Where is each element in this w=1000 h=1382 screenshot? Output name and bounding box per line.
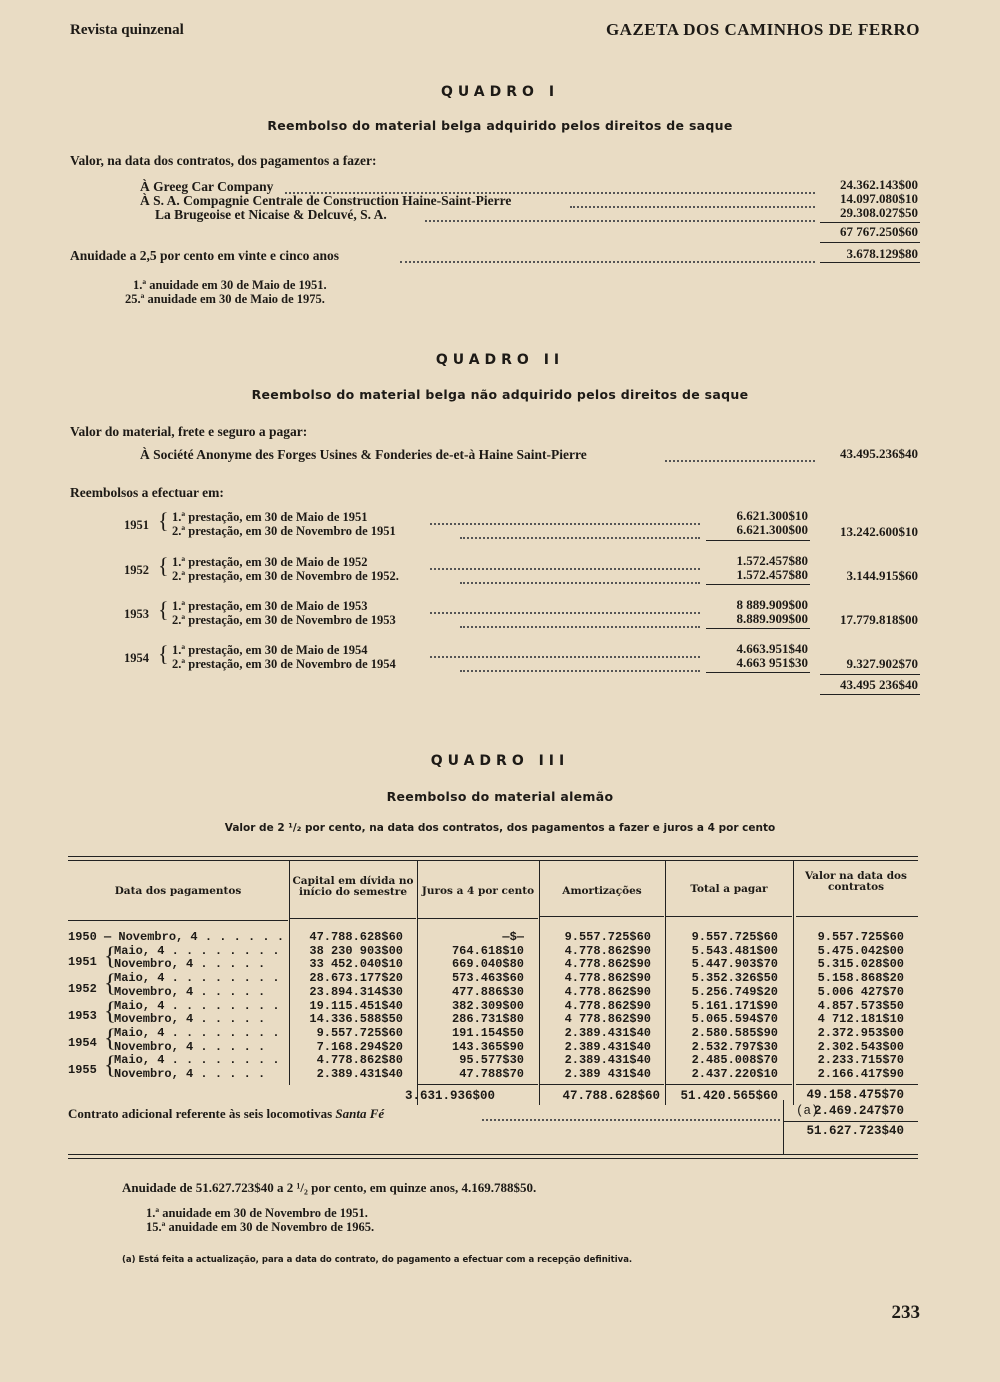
footnote: (a) Está feita a actualização, para a data do contrato, do pagamento a efectuar com a recepção definitiva. bbox=[122, 1255, 633, 1265]
leader-dots bbox=[460, 670, 700, 672]
q2-year: 1951 bbox=[124, 518, 149, 532]
year-group-label: 1955 bbox=[68, 1063, 97, 1077]
cell-capital: 38 230 903$00 bbox=[309, 943, 403, 958]
cell-valor: 5.315.028$00 bbox=[817, 957, 904, 972]
column-divider bbox=[289, 860, 290, 1085]
q1-item-label: La Brugeoise et Nicaise & Delcuvé, S. A. bbox=[155, 207, 387, 222]
cell-capital: 7.168.294$20 bbox=[316, 1039, 403, 1054]
row-date: Maio, 4 . . . . . . . . bbox=[114, 1025, 280, 1040]
cell-valor: 2.302.543$00 bbox=[817, 1039, 904, 1054]
q3-annuity: Anuidade de 51.627.723$40 a 2 ¹/₂ por cento, em quinze anos, 4.169.788$50. bbox=[122, 1180, 537, 1195]
row-date: Movembro, 4 . . . . . bbox=[114, 1012, 266, 1027]
cell-juros: 143.365$90 bbox=[451, 1039, 524, 1054]
year-group-label: 1953 bbox=[68, 1009, 97, 1023]
q1-total: 67 767.250$60 bbox=[840, 224, 918, 239]
table-top-rule bbox=[68, 856, 918, 857]
sum-rule bbox=[820, 242, 920, 243]
header-underline bbox=[68, 920, 288, 921]
col-header-valor: Valor na data dos contratos bbox=[805, 870, 907, 893]
year-group-label: 1952 bbox=[68, 982, 97, 996]
sum-rule bbox=[784, 1121, 918, 1122]
q2-installment-value: 8 889.909$00 bbox=[736, 597, 808, 612]
row-date: Novembro, 4 . . . . . bbox=[114, 1067, 266, 1081]
column-divider bbox=[783, 1100, 784, 1155]
sum-rule bbox=[666, 1084, 792, 1085]
cell-amort: 2.389.431$40 bbox=[564, 1025, 651, 1040]
brace: { bbox=[104, 1052, 116, 1080]
cell-total: 2.532.797$30 bbox=[691, 1039, 778, 1054]
cell-valor: 5.158.868$20 bbox=[817, 971, 904, 986]
row-date: Novembro, 4 . . . . . bbox=[114, 1039, 266, 1054]
sum-rule bbox=[706, 672, 810, 673]
total-pagar: 51.420.565$60 bbox=[680, 1089, 778, 1103]
sum-rule bbox=[820, 694, 920, 695]
q2-installment-value: 4.663.951$40 bbox=[736, 641, 808, 656]
brace: { bbox=[104, 1024, 116, 1052]
cell-capital: 19.115.451$40 bbox=[309, 998, 403, 1013]
q2-grand-total: 43.495 236$40 bbox=[840, 677, 918, 692]
leader-dots bbox=[482, 1119, 780, 1121]
q2-year: 1953 bbox=[124, 607, 149, 621]
column-divider bbox=[417, 860, 418, 1105]
q2-installment-value: 6.621.300$10 bbox=[736, 508, 808, 523]
q2-reimb-label: Reembolsos a efectuar em: bbox=[70, 485, 224, 500]
cell-capital: 28.673.177$20 bbox=[309, 971, 403, 986]
cell-total: 5.065.594$70 bbox=[691, 1012, 778, 1027]
row-date: Maio, 4 . . . . . . . . bbox=[114, 998, 280, 1013]
cell-total: 5.161.171$90 bbox=[691, 998, 778, 1013]
q2-year-total: 13.242.600$10 bbox=[840, 524, 918, 539]
cell-total: 2.485.008$70 bbox=[691, 1053, 778, 1068]
leader-dots bbox=[570, 206, 815, 208]
cell-amort: 4.778.862$90 bbox=[564, 957, 651, 972]
q2-installment: 2.ª prestação, em 30 de Novembro de 1952. bbox=[172, 569, 399, 583]
header-underline bbox=[540, 916, 664, 917]
total-amort: 47.788.628$60 bbox=[562, 1089, 660, 1103]
cell-capital: 47.788.628$60 bbox=[309, 930, 403, 944]
q1-item-value: 24.362.143$00 bbox=[840, 177, 918, 192]
sum-rule bbox=[820, 222, 920, 223]
cell-amort: 4.778.862$90 bbox=[564, 998, 651, 1013]
sum-rule bbox=[540, 1084, 664, 1085]
brace: { bbox=[158, 553, 169, 578]
cell-valor: 2.166.417$90 bbox=[817, 1067, 904, 1081]
cell-total: 5.256.749$20 bbox=[691, 984, 778, 999]
table-bottom-rule bbox=[68, 1154, 918, 1155]
sum-rule bbox=[820, 262, 920, 263]
q2-installment-value: 1.572.457$80 bbox=[736, 567, 808, 582]
cell-valor: 4 712.181$10 bbox=[817, 1012, 904, 1027]
cell-valor: 9.557.725$60 bbox=[817, 930, 904, 944]
cell-juros: 286.731$80 bbox=[451, 1012, 524, 1027]
q2-year: 1954 bbox=[124, 651, 149, 665]
cell-valor: 4.857.573$50 bbox=[817, 998, 904, 1013]
brace: { bbox=[104, 997, 116, 1025]
cell-capital: 4.778.862$80 bbox=[316, 1053, 403, 1068]
table-top-rule bbox=[68, 860, 918, 861]
q1-item-label: À Greeg Car Company bbox=[140, 179, 274, 194]
cell-capital: 23.894.314$30 bbox=[309, 984, 403, 999]
q2-year: 1952 bbox=[124, 563, 149, 577]
quadro-1-title: QUADRO I bbox=[440, 84, 560, 100]
q2-installment: 1.ª prestação, em 30 de Maio de 1952 bbox=[172, 555, 368, 569]
cell-total: 5.447.903$70 bbox=[691, 957, 778, 972]
brace: { bbox=[158, 597, 169, 622]
column-divider bbox=[793, 860, 794, 1105]
header-underline bbox=[290, 918, 416, 919]
leader-dots bbox=[430, 523, 700, 525]
header-underline bbox=[418, 918, 538, 919]
quadro-1-subtitle: Reembolso do material belga adquirido pelos direitos de saque bbox=[267, 118, 733, 133]
q1-note: 1.ª anuidade em 30 de Maio de 1951. bbox=[133, 278, 327, 292]
quadro-2-intro: Valor do material, frete e seguro a pagar: bbox=[70, 424, 308, 439]
quadro-2-subtitle: Reembolso do material belga não adquirido pelos direitos de saque bbox=[251, 387, 749, 402]
q1-note: 25.ª anuidade em 30 de Maio de 1975. bbox=[125, 292, 325, 306]
additional-contract-label: Contrato adicional referente às seis locomotivas Santa Fé bbox=[68, 1106, 385, 1121]
q2-year-total: 9.327.902$70 bbox=[846, 656, 918, 671]
cell-amort: 4.778.862$90 bbox=[564, 984, 651, 999]
cell-valor: 2.372.953$00 bbox=[817, 1025, 904, 1040]
sum-rule bbox=[706, 540, 810, 541]
quadro-3-caption: Valor de 2 ¹/₂ por cento, na data dos contratos, dos pagamentos a fazer e juros a 4 por cento bbox=[224, 822, 776, 834]
leader-dots bbox=[430, 568, 700, 570]
cell-amort: 2.389.431$40 bbox=[564, 1053, 651, 1068]
cell-valor: 5.475.042$00 bbox=[817, 943, 904, 958]
cell-valor: 5.006 427$70 bbox=[817, 984, 904, 999]
quadro-2-title: QUADRO II bbox=[435, 352, 565, 368]
quadro-1-intro: Valor, na data dos contratos, dos pagamentos a fazer: bbox=[70, 153, 377, 168]
cell-total: 2.437.220$10 bbox=[691, 1067, 778, 1081]
additional-value: 2.469.247$70 bbox=[813, 1104, 904, 1118]
q2-installment: 1.ª prestação, em 30 de Maio de 1954 bbox=[172, 643, 368, 657]
row-date: Maio, 4 . . . . . . . . bbox=[114, 1053, 280, 1068]
col-header-juros: Juros a 4 por cento bbox=[421, 885, 535, 897]
cell-capital: 33 452.040$10 bbox=[309, 957, 403, 972]
quadro-3-title: QUADRO III bbox=[430, 753, 570, 769]
header-underline bbox=[796, 916, 918, 917]
leader-dots bbox=[665, 460, 815, 462]
q2-installment-value: 8.889.909$00 bbox=[736, 611, 808, 626]
year-group-label: 1954 bbox=[68, 1036, 97, 1050]
leader-dots bbox=[425, 220, 815, 222]
brace: { bbox=[104, 970, 116, 998]
row-date: 1950 — Novembro, 4 . . . . . . bbox=[68, 930, 285, 944]
cell-amort: 4.778.862$90 bbox=[564, 971, 651, 986]
cell-amort: 9.557.725$60 bbox=[564, 930, 651, 944]
cell-total: 5.543.481$00 bbox=[691, 943, 778, 958]
q2-installment-value: 6.621.300$00 bbox=[736, 522, 808, 537]
sum-rule bbox=[706, 584, 810, 585]
running-header-left: Revista quinzenal bbox=[70, 22, 184, 38]
q1-item-label: À S. A. Compagnie Centrale de Construction Haine-Saint-Pierre bbox=[140, 193, 512, 208]
cell-juros: 764.618$10 bbox=[451, 943, 524, 958]
cell-capital: 14.336.588$50 bbox=[309, 1012, 403, 1027]
cell-juros: 477.886$30 bbox=[451, 984, 524, 999]
cell-juros: —$— bbox=[502, 930, 524, 944]
running-header-right: GAZETA DOS CAMINHOS DE FERRO bbox=[605, 20, 920, 39]
q3-note: 15.ª anuidade em 30 de Novembro de 1965. bbox=[146, 1220, 375, 1234]
table-bottom-rule bbox=[68, 1158, 918, 1159]
sum-rule bbox=[796, 1084, 918, 1085]
leader-dots bbox=[460, 582, 700, 584]
cell-juros: 47.788$70 bbox=[459, 1067, 524, 1081]
q2-year-total: 17.779.818$00 bbox=[840, 612, 918, 627]
q2-installment-value: 4.663 951$30 bbox=[736, 655, 808, 670]
column-divider bbox=[539, 860, 540, 1105]
footnote-mark: (a) bbox=[796, 1104, 819, 1118]
header-underline bbox=[666, 916, 792, 917]
cell-amort: 2.389 431$40 bbox=[564, 1067, 651, 1081]
col-header-total: Total a pagar bbox=[690, 883, 768, 895]
q2-installment: 2.ª prestação, em 30 de Novembro de 1953 bbox=[172, 613, 396, 627]
row-date: Movembro, 4 . . . . . bbox=[114, 984, 266, 999]
leader-dots bbox=[400, 261, 815, 263]
q2-installment: 1.ª prestação, em 30 de Maio de 1953 bbox=[172, 599, 368, 613]
cell-juros: 95.577$30 bbox=[459, 1053, 524, 1068]
sum-rule bbox=[706, 628, 810, 629]
final-value: 51.627.723$40 bbox=[806, 1124, 904, 1138]
year-group-label: 1951 bbox=[68, 955, 97, 969]
col-header-capital: Capital em dívida no início do semestre bbox=[292, 875, 414, 898]
col-header-amort: Amortizações bbox=[562, 885, 642, 897]
col-header-date: Data dos pagamentos bbox=[114, 885, 242, 897]
q1-item-value: 14.097.080$10 bbox=[840, 191, 918, 206]
q3-note: 1.ª anuidade em 30 de Novembro de 1951. bbox=[146, 1206, 368, 1220]
total-valor: 49.158.475$70 bbox=[806, 1088, 904, 1102]
q2-installment: 2.ª prestação, em 30 de Novembro de 1951 bbox=[172, 524, 396, 538]
q2-item-label: À Société Anonyme des Forges Usines & Fonderies de-et-à Haine Saint-Pierre bbox=[140, 447, 587, 462]
cell-capital: 9.557.725$60 bbox=[316, 1025, 403, 1040]
quadro-3-subtitle: Reembolso do material alemão bbox=[386, 789, 614, 804]
sum-rule bbox=[820, 674, 920, 675]
cell-juros: 573.463$60 bbox=[451, 971, 524, 986]
cell-amort: 4.778.862$90 bbox=[564, 943, 651, 958]
cell-juros: 382.309$00 bbox=[451, 998, 524, 1013]
cell-amort: 4 778.862$90 bbox=[564, 1012, 651, 1027]
brace: { bbox=[158, 508, 169, 533]
cell-capital: 2.389.431$40 bbox=[316, 1067, 403, 1081]
sum-rule bbox=[418, 1084, 538, 1085]
q2-installment: 2.ª prestação, em 30 de Novembro de 1954 bbox=[172, 657, 396, 671]
cell-amort: 2.389.431$40 bbox=[564, 1039, 651, 1054]
cell-total: 2.580.585$90 bbox=[691, 1025, 778, 1040]
q2-installment-value: 1.572.457$80 bbox=[736, 553, 808, 568]
q2-item-value: 43.495.236$40 bbox=[840, 446, 918, 461]
row-date: Maio, 4 . . . . . . . . bbox=[114, 971, 280, 986]
leader-dots bbox=[430, 612, 700, 614]
cell-juros: 669.040$80 bbox=[451, 957, 524, 972]
row-date: Maio, 4 . . . . . . . . bbox=[114, 943, 280, 958]
leader-dots bbox=[430, 656, 700, 658]
q1-annuity-value: 3.678.129$80 bbox=[846, 246, 918, 261]
brace: { bbox=[158, 641, 169, 666]
q2-installment: 1.ª prestação, em 30 de Maio de 1951 bbox=[172, 510, 368, 524]
row-date: Novembro, 4 . . . . . bbox=[114, 957, 266, 972]
brace: { bbox=[104, 942, 116, 970]
total-juros: 3.631.936$00 bbox=[404, 1089, 495, 1103]
cell-valor: 2.233.715$70 bbox=[817, 1053, 904, 1068]
cell-total: 9.557.725$60 bbox=[691, 930, 778, 944]
q2-year-total: 3.144.915$60 bbox=[846, 568, 918, 583]
column-divider bbox=[665, 860, 666, 1105]
leader-dots bbox=[460, 537, 700, 539]
q1-annuity-label: Anuidade a 2,5 por cento em vinte e cinco anos bbox=[70, 248, 339, 263]
q1-item-value: 29.308.027$50 bbox=[840, 205, 918, 220]
cell-juros: 191.154$50 bbox=[451, 1025, 524, 1040]
page-number: 233 bbox=[891, 1302, 920, 1323]
leader-dots bbox=[460, 626, 700, 628]
cell-total: 5.352.326$50 bbox=[691, 971, 778, 986]
